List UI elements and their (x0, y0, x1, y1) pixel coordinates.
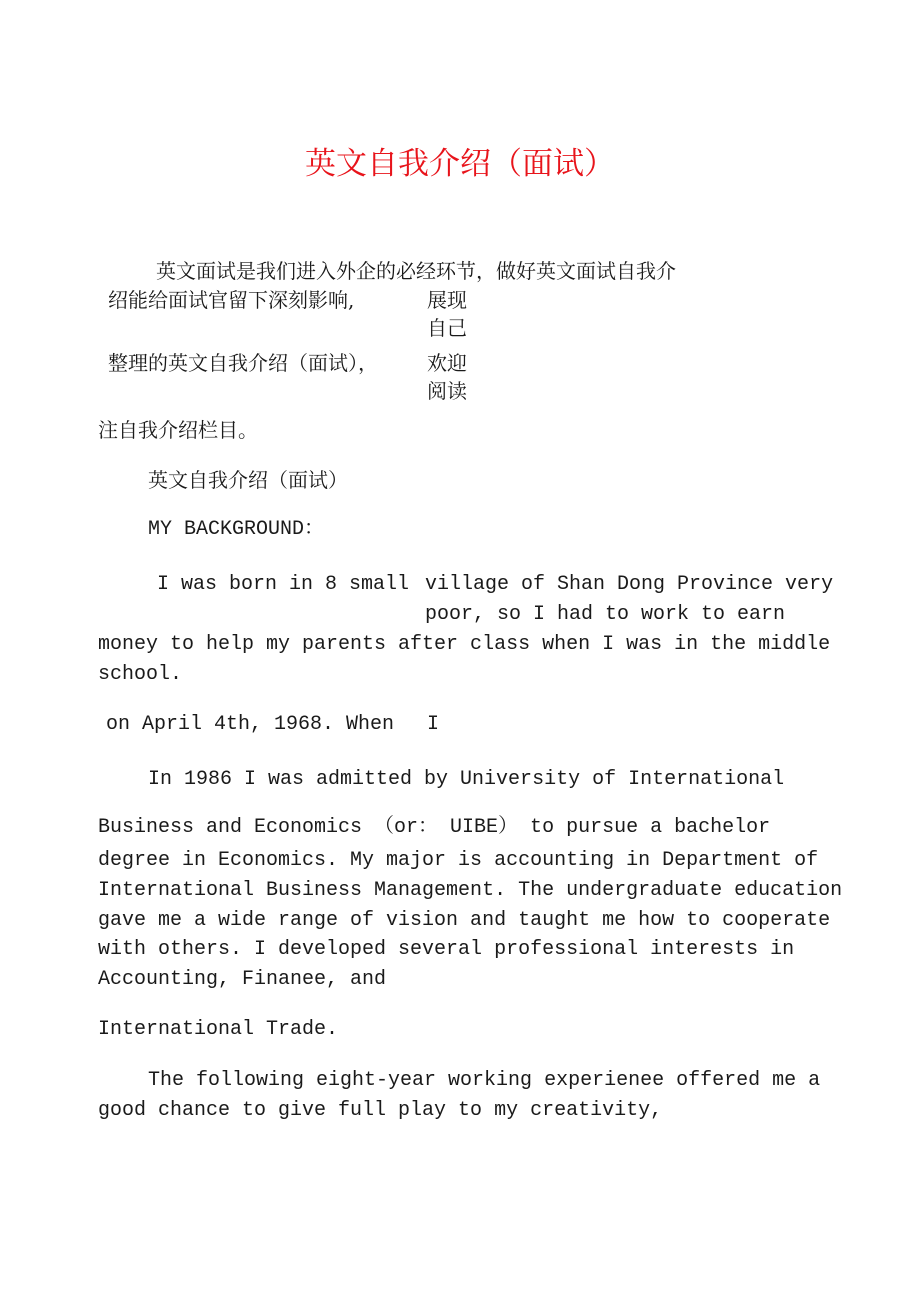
intro-side-1: 展现 (427, 288, 467, 312)
intro-side-3: 欢迎 (427, 351, 467, 375)
para2-line-3: degree in Economics. My major is accounting in Department of (98, 849, 819, 872)
para2-line-6: with others. I developed several professional interests in (98, 938, 795, 961)
intro-line-1: 英文面试是我们进入外企的必经环节，做好英文面试自我介 (156, 259, 676, 283)
intro-line-2: 绍能给面试官留下深刻影响, (108, 288, 355, 312)
para1-line-4: school. (98, 663, 183, 686)
fragment-text: on April 4th, 1968. When (106, 713, 395, 736)
para3-line-2: good chance to give full play to my creativity, (98, 1099, 663, 1122)
para1-right-1: village of Shan Dong Province very (425, 573, 834, 596)
para2-line-2: Business and Economics （or： UIBE） to pursue a bachelor (98, 816, 771, 839)
intro-side-2: 自己 (427, 316, 467, 340)
para2-line-8: International Trade. (98, 1018, 339, 1041)
section-heading: 英文自我介绍（面试） (148, 468, 348, 492)
para2-line-1: In 1986 I was admitted by University of International (148, 768, 785, 791)
para2-line-7: Accounting, Finanee, and (98, 968, 387, 991)
fragment-end: I (427, 713, 440, 736)
para3-line-1: The following eight-year working experienee offered me a (148, 1069, 821, 1092)
para1-right-2: poor, so I had to work to earn (425, 603, 786, 626)
intro-line-4: 注自我介绍栏目。 (98, 418, 258, 442)
intro-side-4: 阅读 (427, 379, 467, 403)
page-title: 英文自我介绍（面试） (305, 146, 615, 182)
intro-line-3: 整理的英文自我介绍（面试）， (108, 351, 378, 375)
para1-line-3: money to help my parents after class when I was in the middle (98, 633, 831, 656)
background-heading: MY BACKGROUND： (148, 518, 325, 541)
para2-line-5: gave me a wide range of vision and taught me how to cooperate (98, 909, 831, 932)
para2-line-4: International Business Management. The undergraduate education (98, 879, 843, 902)
para1-left: I was born in 8 small (157, 573, 410, 596)
